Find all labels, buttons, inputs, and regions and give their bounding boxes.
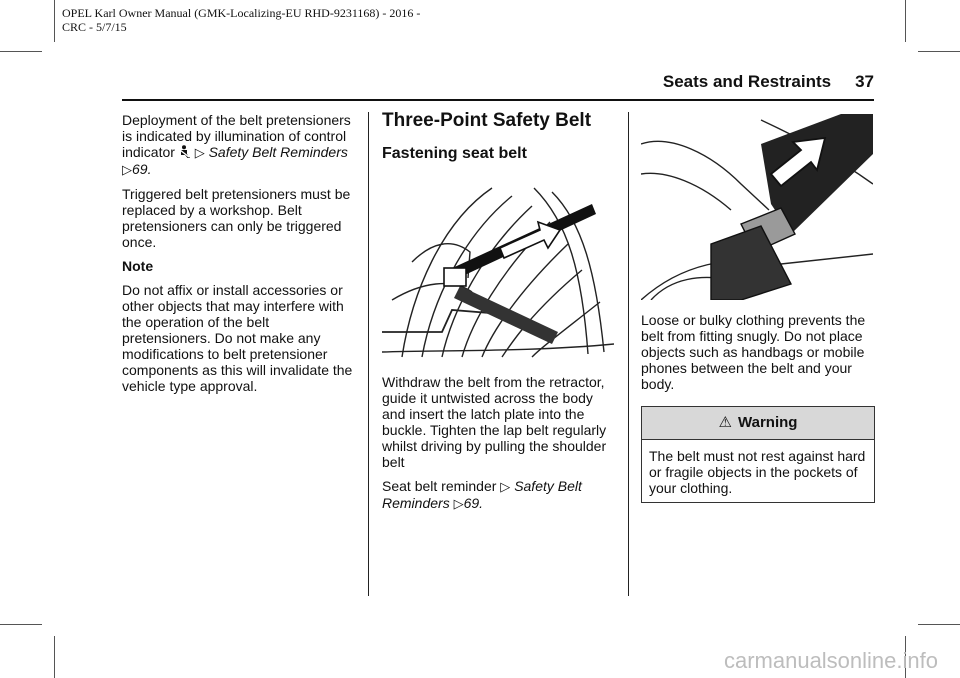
crop-mark [918, 51, 960, 52]
warning-text: The belt must not rest against hard or fragile objects in the pockets of your clothing. [649, 448, 866, 496]
crop-mark [54, 636, 55, 678]
paragraph: Triggered belt pretensioners must be replaced by a workshop. Belt pretensioners can only be triggered once. [122, 186, 351, 250]
watermark: carmanualsonline.info [723, 648, 938, 673]
subsection-heading: Fastening seat belt [382, 145, 527, 162]
section-title: Seats and Restraints [662, 72, 832, 91]
buckle-illustration [641, 114, 873, 300]
page-ref[interactable]: 69 [132, 161, 148, 177]
note-text: Do not affix or install accessories or other objects that may interfere with the operation of the belt pretensioners. Do not make any modifications to belt pretensioner components as this will invalidate the vehicle type approval. [122, 282, 353, 394]
crop-mark [905, 0, 906, 42]
paragraph: Seat belt reminder ▷ Safety Belt Reminders ▷69. [382, 478, 582, 511]
page-ref[interactable]: 69 [463, 495, 480, 511]
seatbelt-indicator-icon [179, 144, 195, 160]
meta-line: CRC - 5/7/15 [62, 20, 127, 34]
column-divider [368, 112, 369, 596]
middle-column [382, 110, 616, 520]
cross-reference-icon: ▷ [453, 496, 464, 511]
header-rule [122, 99, 874, 101]
crop-mark [918, 624, 960, 625]
right-column [641, 114, 875, 503]
warning-box [641, 406, 875, 503]
document-meta [62, 6, 420, 34]
cross-reference-icon: ▷ [500, 479, 511, 494]
section-header [663, 72, 874, 92]
column-divider [628, 112, 629, 596]
cross-reference-link[interactable]: Safety Belt Reminders [382, 478, 582, 511]
paragraph: Loose or bulky clothing prevents the belt from fitting snugly. Do not place objects such as handbags or mobile phones between the belt and your body. [641, 312, 866, 392]
crop-mark [54, 0, 55, 42]
cross-reference-icon: ▷ [122, 162, 132, 177]
warning-title: Warning [738, 414, 798, 431]
seatbelt-fastening-illustration [382, 182, 614, 358]
crop-mark [0, 624, 42, 625]
paragraph: Withdraw the belt from the retractor, guide it untwisted across the body and insert the latch plate into the buckle. Tighten the lap belt regularly whilst driving by pulling the shoulder belt [382, 374, 607, 470]
cross-reference-icon: ▷ [194, 145, 205, 160]
cross-reference-link[interactable]: Safety Belt Reminders [208, 144, 348, 160]
left-column [122, 112, 358, 402]
paragraph: Deployment of the belt pretensioners is indicated by illumination of control indicator ▷ Safety Belt Reminders ▷69. [122, 112, 351, 177]
crop-mark [0, 51, 42, 52]
warning-header [642, 407, 874, 440]
section-heading: Three-Point Safety Belt [382, 110, 592, 131]
warning-icon: ⚠ [718, 414, 732, 431]
note-label: Note [122, 258, 154, 274]
meta-line: OPEL Karl Owner Manual (GMK-Localizing-EU RHD-9231168) - 2016 - [62, 6, 421, 20]
page-number: 37 [855, 72, 874, 91]
